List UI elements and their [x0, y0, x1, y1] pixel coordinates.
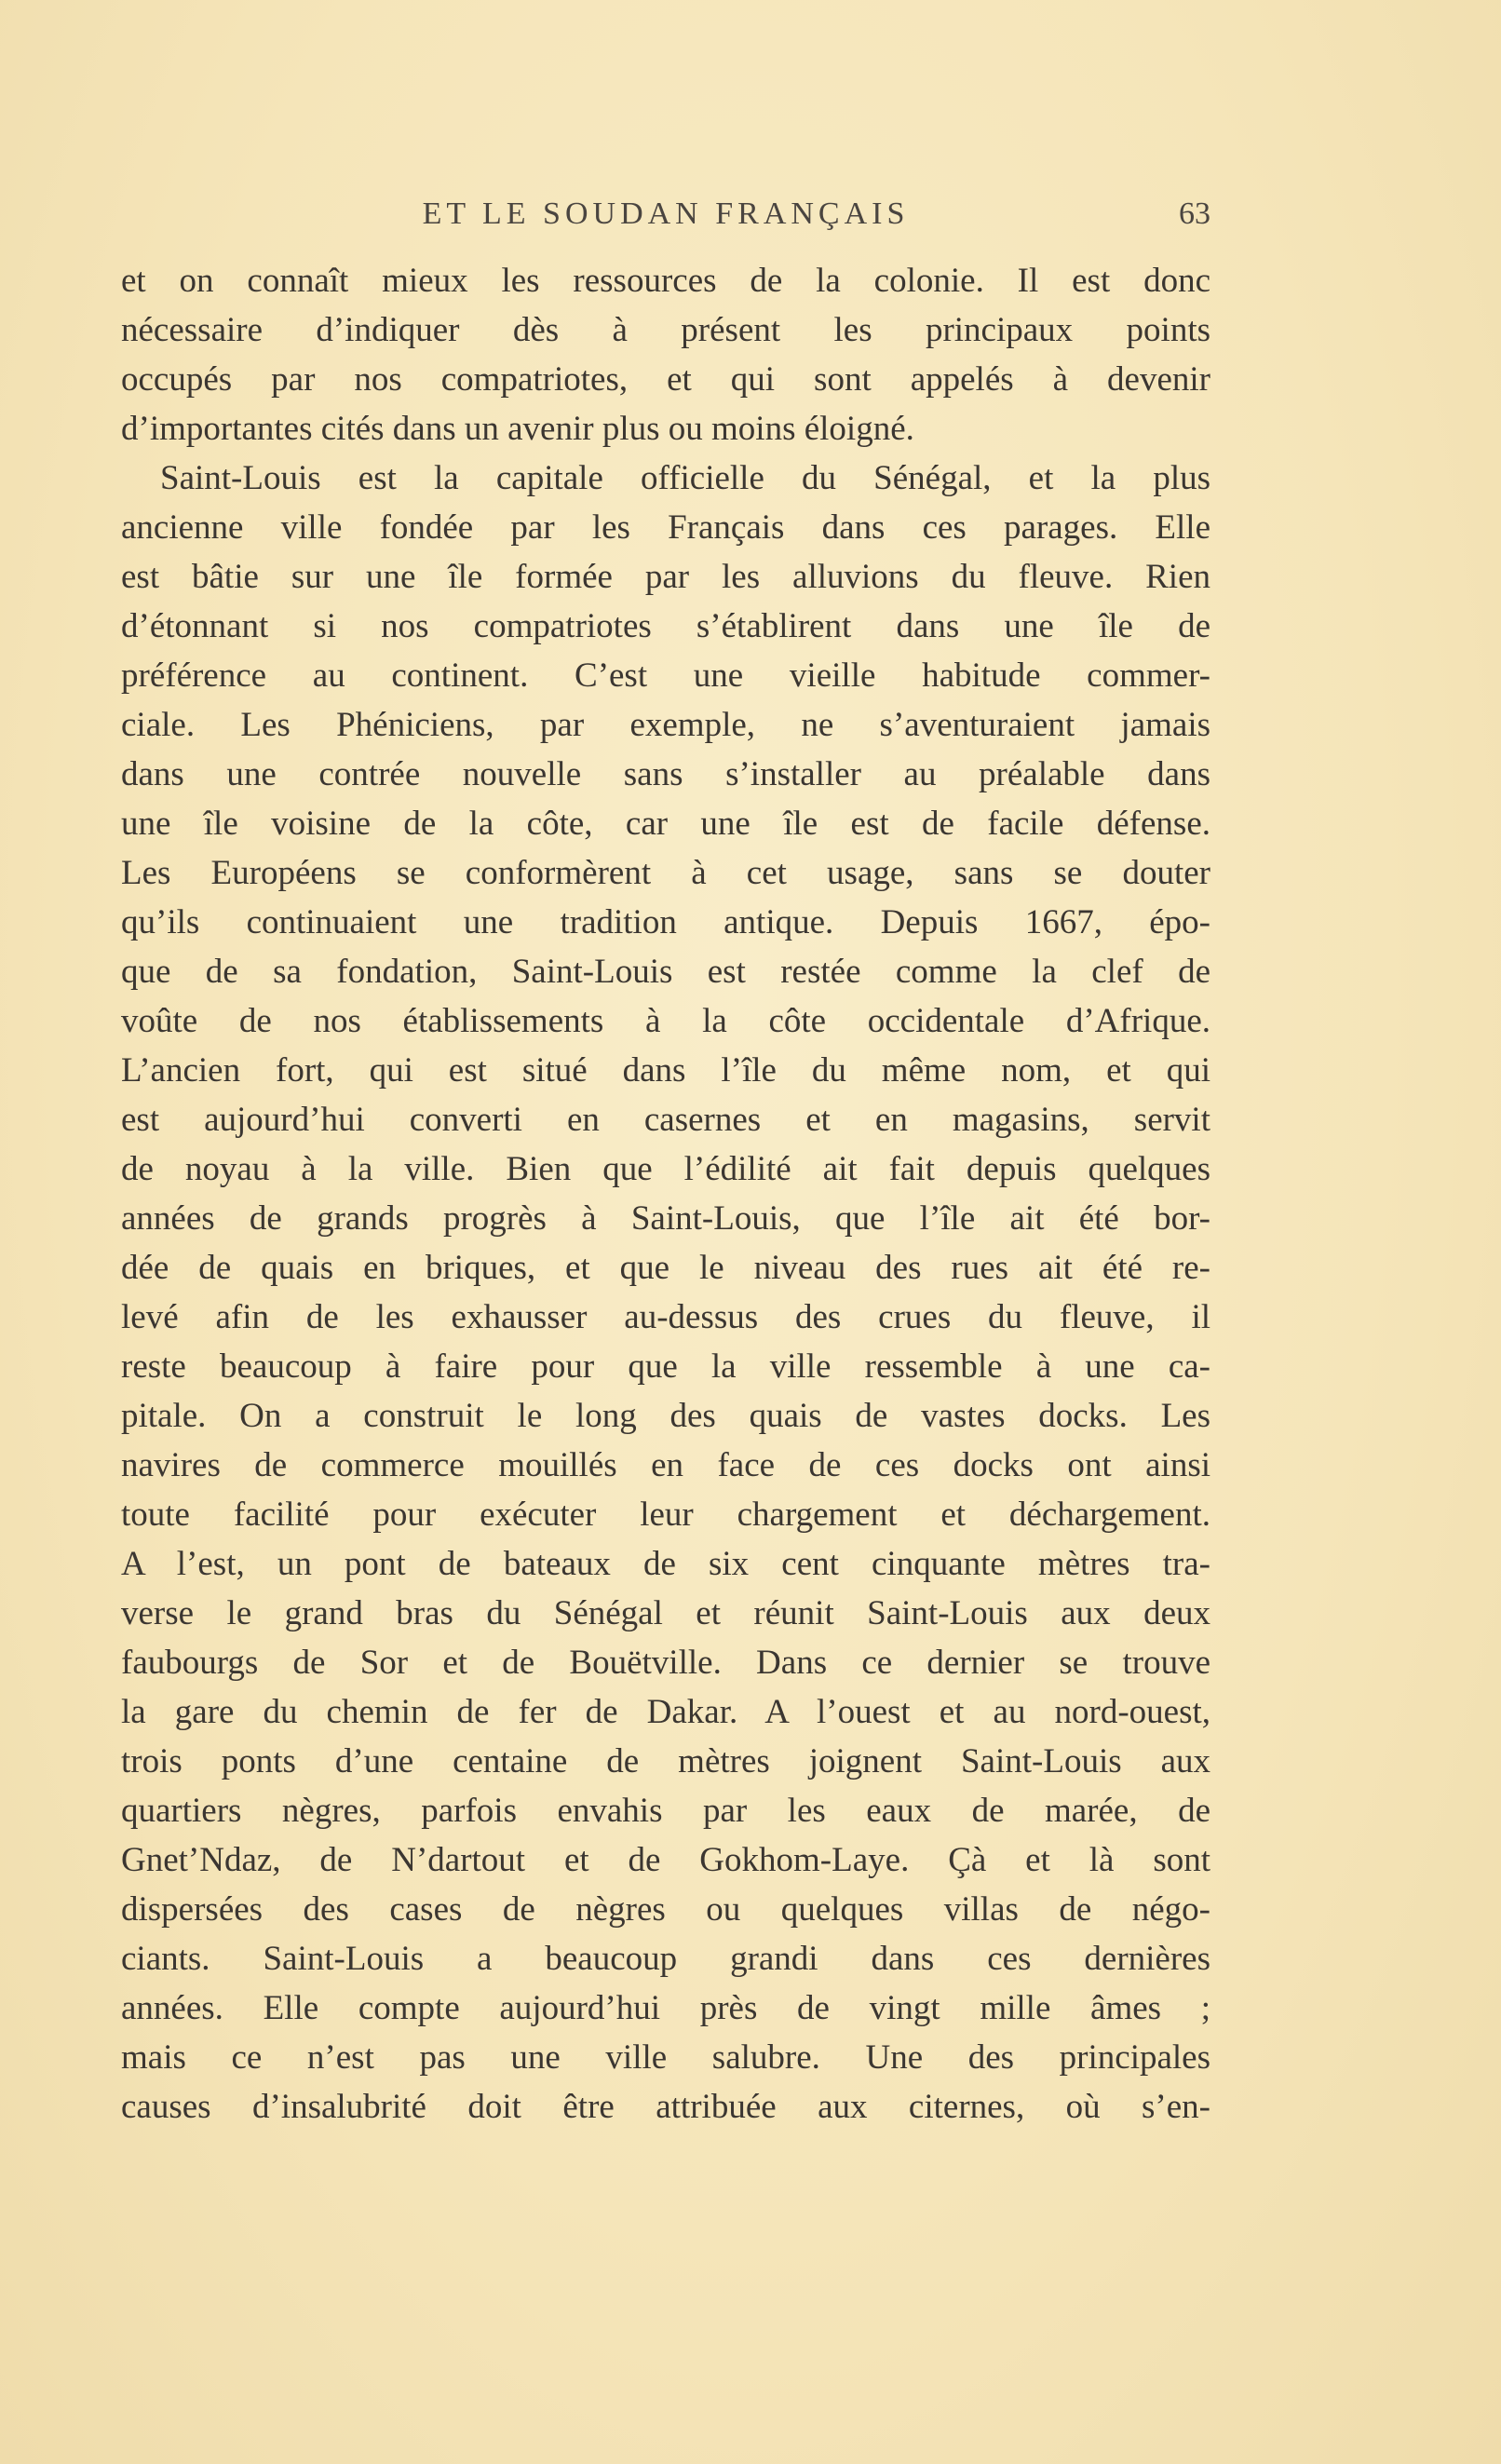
text-line: L’ancien fort, qui est situé dans l’île du même nom, et qui — [121, 1051, 1210, 1090]
text-line: verse le grand bras du Sénégal et réunit Saint-Louis aux deux — [121, 1594, 1210, 1632]
text-line: ancienne ville fondée par les Français dans ces parages. Elle — [121, 508, 1210, 547]
text-line: une île voisine de la côte, car une île est de facile défense. — [121, 805, 1210, 843]
text-line: occupés par nos compatriotes, et qui sont appelés à devenir — [121, 360, 1210, 399]
text-line: est bâtie sur une île formée par les alluvions du fleuve. Rien — [121, 558, 1210, 596]
text-line: dée de quais en briques, et que le niveau des rues ait été re- — [121, 1249, 1210, 1287]
text-line: navires de commerce mouillés en face de ces docks ont ainsi — [121, 1446, 1210, 1484]
text-line: voûte de nos établissements à la côte occidentale d’Afrique. — [121, 1002, 1210, 1040]
page-number: 63 — [1179, 196, 1210, 231]
text-line: préférence au continent. C’est une vieille habitude commer- — [121, 657, 1210, 695]
text-line: toute facilité pour exécuter leur chargement et déchargement. — [121, 1496, 1210, 1534]
text-line: pitale. On a construit le long des quais de vastes docks. Les — [121, 1397, 1210, 1435]
text-line: et on connaît mieux les ressources de la colonie. Il est donc — [121, 262, 1210, 300]
text-line: quartiers nègres, parfois envahis par les eaux de marée, de — [121, 1792, 1210, 1830]
text-line: causes d’insalubrité doit être attribuée aux citernes, où s’en- — [121, 2088, 1210, 2126]
text-line: levé afin de les exhausser au-dessus des crues du fleuve, il — [121, 1298, 1210, 1336]
text-line: trois ponts d’une centaine de mètres joignent Saint-Louis aux — [121, 1742, 1210, 1780]
text-line: que de sa fondation, Saint-Louis est restée comme la clef de — [121, 953, 1210, 991]
text-line: mais ce n’est pas une ville salubre. Une des principales — [121, 2038, 1210, 2077]
text-line: dispersées des cases de nègres ou quelques villas de négo- — [121, 1890, 1210, 1929]
text-line: Saint-Louis est la capitale officielle du Sénégal, et la plus — [160, 459, 1210, 497]
text-line: est aujourd’hui converti en casernes et en magasins, servit — [121, 1101, 1210, 1139]
text-line: années. Elle compte aujourd’hui près de vingt mille âmes ; — [121, 1989, 1210, 2027]
text-line: A l’est, un pont de bateaux de six cent cinquante mètres tra- — [121, 1545, 1210, 1583]
text-line: qu’ils continuaient une tradition antique. Depuis 1667, épo- — [121, 903, 1210, 941]
text-line: années de grands progrès à Saint-Louis, que l’île ait été bor- — [121, 1199, 1210, 1238]
text-line: reste beaucoup à faire pour que la ville ressemble à une ca- — [121, 1347, 1210, 1386]
text-line: Gnet’Ndaz, de N’dartout et de Gokhom-Laye. Çà et là sont — [121, 1841, 1210, 1879]
text-line: d’étonnant si nos compatriotes s’établirent dans une île de — [121, 607, 1210, 645]
running-head — [121, 194, 1210, 235]
text-line: d’importantes cités dans un avenir plus ou moins éloigné. — [121, 410, 914, 448]
text-line: nécessaire d’indiquer dès à présent les principaux points — [121, 311, 1210, 349]
text-line: ciale. Les Phéniciens, par exemple, ne s’aventuraient jamais — [121, 706, 1210, 744]
text-line: de noyau à la ville. Bien que l’édilité ait fait depuis quelques — [121, 1150, 1210, 1188]
text-line: ciants. Saint-Louis a beaucoup grandi dans ces dernières — [121, 1940, 1210, 1978]
text-line: faubourgs de Sor et de Bouëtville. Dans ce dernier se trouve — [121, 1644, 1210, 1682]
text-line: Les Européens se conformèrent à cet usage, sans se douter — [121, 854, 1210, 892]
text-line: la gare du chemin de fer de Dakar. A l’ouest et au nord-ouest, — [121, 1693, 1210, 1731]
body-text — [121, 256, 1210, 2132]
text-line: dans une contrée nouvelle sans s’installer au préalable dans — [121, 755, 1210, 793]
running-title: ET LE SOUDAN FRANÇAIS — [422, 196, 910, 231]
